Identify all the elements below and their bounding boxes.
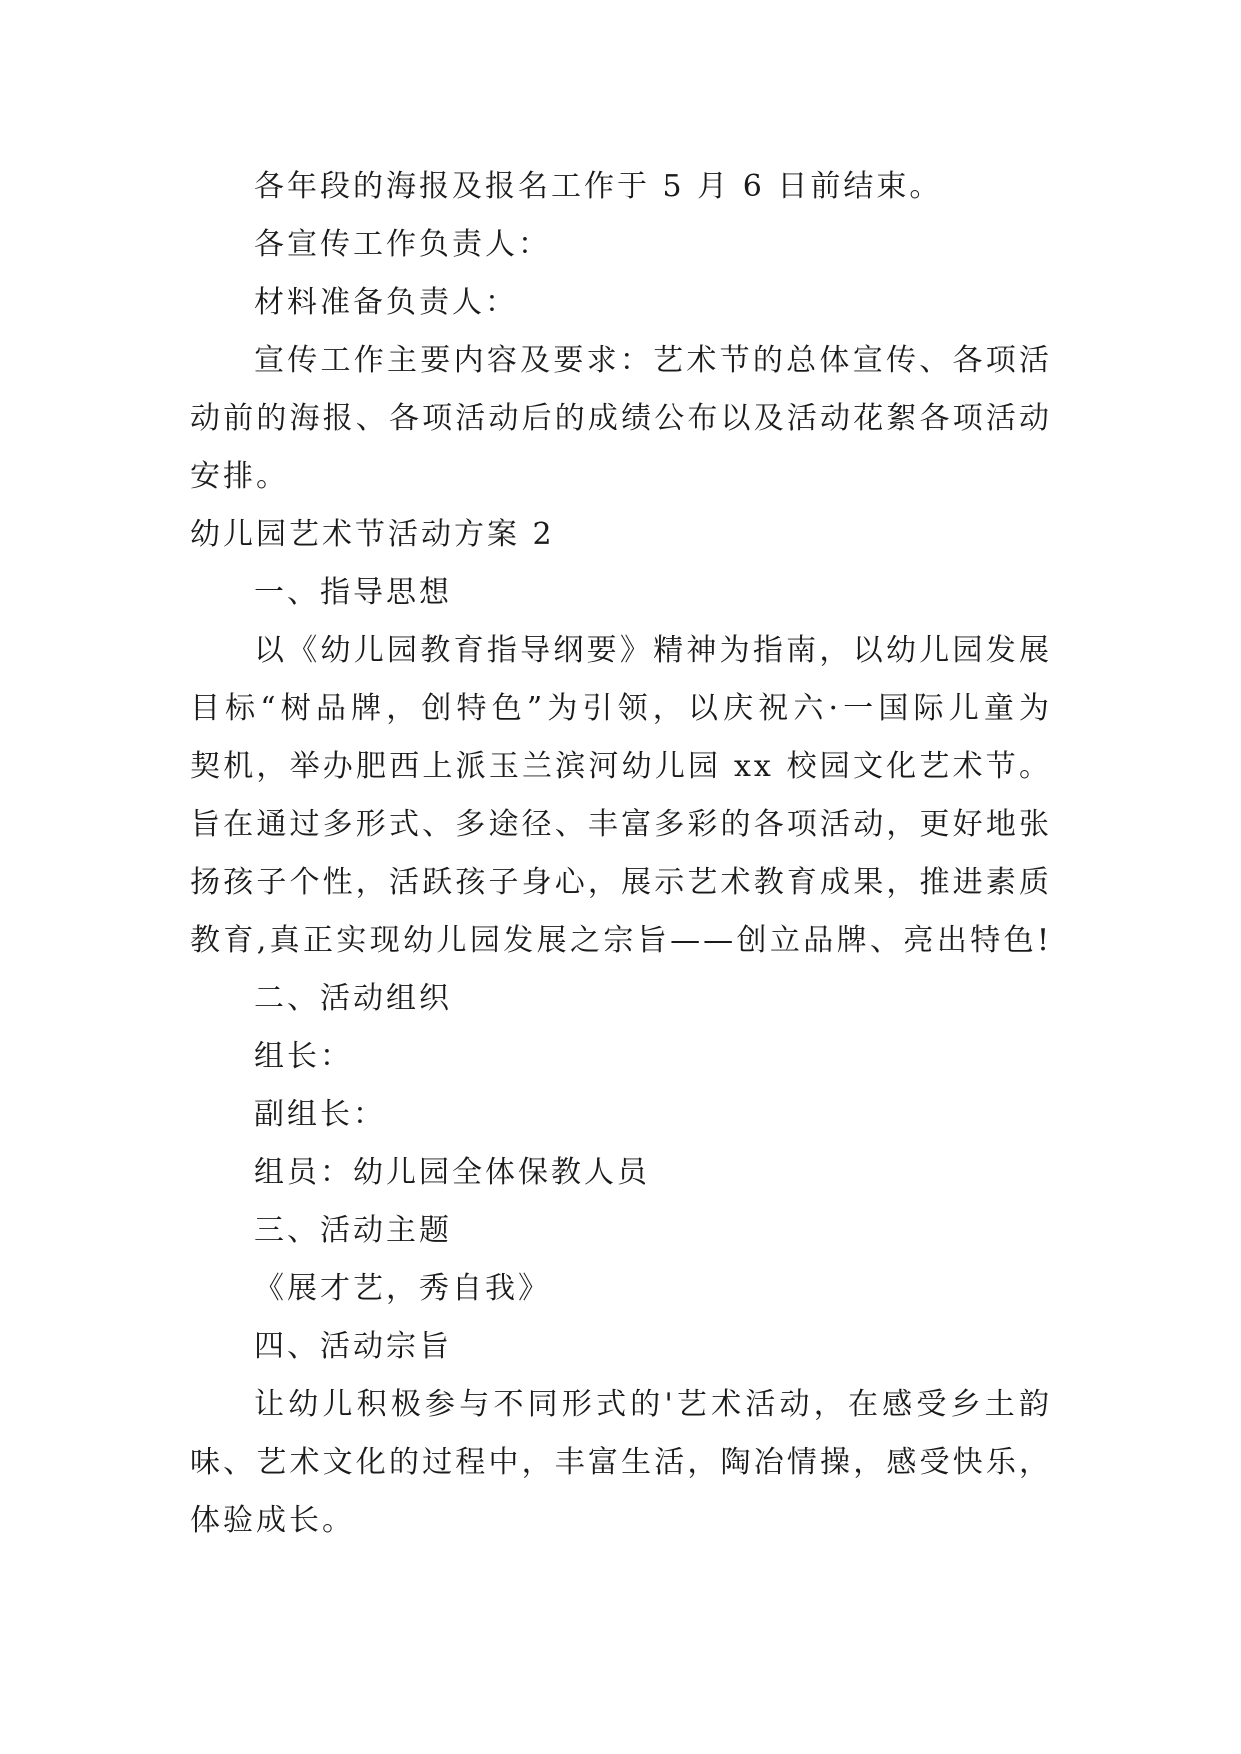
- section-heading: 三、活动主题: [254, 1213, 452, 1248]
- text-line: 《展才艺，秀自我》: [254, 1271, 551, 1306]
- text-line: 契机，举办肥西上派玉兰滨河幼儿园 xx 校园文化艺术节。: [190, 749, 1052, 784]
- text-line: 味、艺术文化的过程中，丰富生活，陶冶情操，感受快乐，: [190, 1445, 1052, 1480]
- document-body: [190, 158, 1052, 1550]
- text-line: 扬孩子个性，活跃孩子身心，展示艺术教育成果，推进素质: [190, 865, 1052, 900]
- text-line: 组员：幼儿园全体保教人员: [254, 1155, 650, 1190]
- text-line: 教育,真正实现幼儿园发展之宗旨——创立品牌、亮出特色!: [190, 923, 1052, 958]
- text-line: 安排。: [190, 459, 289, 494]
- text-line: 体验成长。: [190, 1503, 355, 1538]
- text-line: 副组长：: [254, 1097, 386, 1132]
- section-heading: 二、活动组织: [254, 981, 452, 1016]
- text-line: 以《幼儿园教育指导纲要》精神为指南，以幼儿园发展: [254, 633, 1052, 668]
- text-line: 材料准备负责人：: [254, 285, 518, 320]
- section-heading: 四、活动宗旨: [254, 1329, 452, 1364]
- text-line: 动前的海报、各项活动后的成绩公布以及活动花絮各项活动: [190, 401, 1052, 436]
- text-line: 让幼儿积极参与不同形式的'艺术活动，在感受乡土韵: [254, 1387, 1052, 1422]
- text-line: 旨在通过多形式、多途径、丰富多彩的各项活动，更好地张: [190, 807, 1052, 842]
- text-line: 目标“树品牌，创特色”为引领，以庆祝六·一国际儿童为: [190, 691, 1052, 726]
- text-line: 宣传工作主要内容及要求：艺术节的总体宣传、各项活: [254, 343, 1052, 378]
- text-line: 各宣传工作负责人：: [254, 227, 551, 262]
- section-title: 幼儿园艺术节活动方案 2: [190, 517, 555, 552]
- section-heading: 一、指导思想: [254, 575, 452, 610]
- text-line: 各年段的海报及报名工作于 5 月 6 日前结束。: [254, 169, 943, 204]
- text-line: 组长：: [254, 1039, 353, 1074]
